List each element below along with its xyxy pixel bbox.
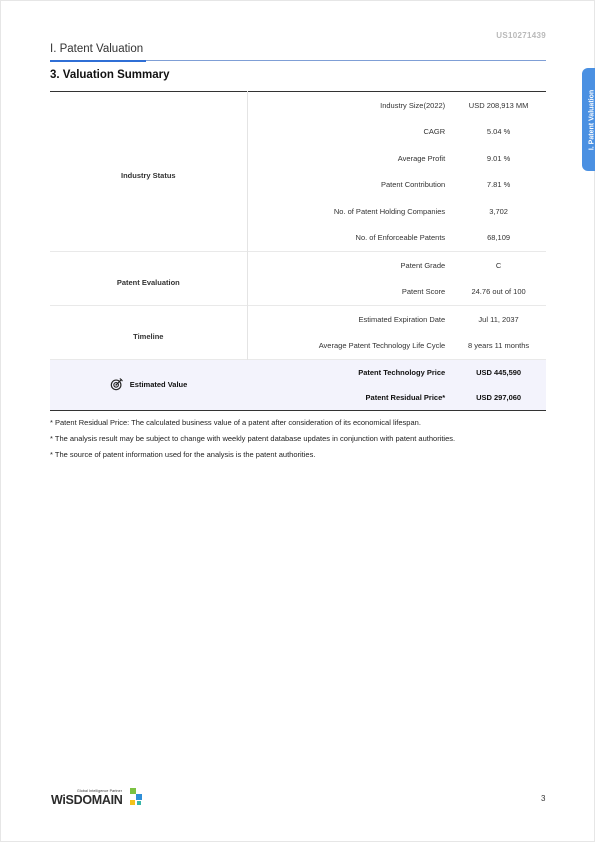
row-label: Patent Technology Price — [247, 360, 451, 386]
row-label: CAGR — [423, 127, 446, 137]
row-value: 7.81 % — [486, 180, 511, 190]
section-underline — [50, 60, 146, 62]
logo-square-blue — [136, 794, 142, 800]
table-row — [50, 360, 546, 386]
row-label: Patent Contribution — [380, 180, 446, 190]
row-label: No. of Patent Holding Companies — [333, 206, 446, 216]
row-value: 5.04 % — [486, 127, 511, 137]
row-label: No. of Enforceable Patents — [355, 233, 446, 243]
logo-tagline: Global Intelligence Partner — [77, 789, 123, 793]
row-value: 24.76 out of 100 — [471, 287, 526, 297]
row-label: Average Patent Technology Life Cycle — [318, 341, 446, 351]
row-value: C — [451, 252, 546, 279]
side-tab-patent-valuation[interactable] — [582, 68, 595, 171]
row-label: Patent Grade — [247, 252, 451, 279]
wisdomain-logo — [51, 787, 151, 809]
row-label: Patent Score — [401, 287, 446, 297]
target-icon — [110, 377, 124, 391]
category-industry-status: Industry Status — [50, 92, 247, 252]
footnotes — [50, 418, 550, 466]
category-patent-evaluation: Patent Evaluation — [50, 252, 247, 306]
estimated-value-label-group — [110, 377, 188, 391]
section-title: I. Patent Valuation — [50, 43, 144, 55]
table-row — [50, 252, 546, 279]
row-value: USD 208,913 MM — [468, 100, 529, 110]
row-value: USD 297,060 — [451, 385, 546, 411]
row-label: Estimated Expiration Date — [247, 306, 451, 333]
section-header — [50, 43, 546, 61]
row-label: Average Profit — [397, 153, 446, 163]
category-timeline: Timeline — [50, 306, 247, 360]
valuation-summary-table — [50, 91, 546, 411]
row-value: 8 years 11 months — [468, 341, 530, 351]
document-id: US10271439 — [496, 31, 546, 40]
row-value: 68,109 — [487, 233, 511, 243]
table-row — [50, 306, 546, 333]
row-value: USD 445,590 — [451, 360, 546, 386]
estimated-value-label: Estimated Value — [129, 379, 188, 389]
footnote: * The analysis result may be subject to change with weekly patent database updates in conjunction with patent authorities. — [50, 434, 456, 443]
page-number: 3 — [541, 794, 546, 803]
footnote: * Patent Residual Price: The calculated business value of a patent after consideration of its economical lifespan. — [50, 418, 421, 427]
row-value: Jul 11, 2037 — [451, 306, 546, 333]
category-estimated-value — [50, 360, 247, 411]
row-label: Industry Size(2022) — [380, 100, 446, 110]
row-value: 9.01 % — [486, 153, 511, 163]
row-value: 3,702 — [489, 206, 508, 216]
logo-square-teal — [137, 801, 141, 805]
row-label: Patent Residual Price* — [247, 385, 451, 411]
footnote: * The source of patent information used for the analysis is the patent authorities. — [50, 450, 316, 459]
logo-square-yellow — [130, 800, 135, 805]
side-tab-label: I. Patent Valuation — [588, 89, 595, 150]
subsection-title: 3. Valuation Summary — [50, 69, 170, 81]
table-row — [50, 92, 546, 119]
logo-wordmark: WiSDOMAIN — [51, 793, 123, 807]
